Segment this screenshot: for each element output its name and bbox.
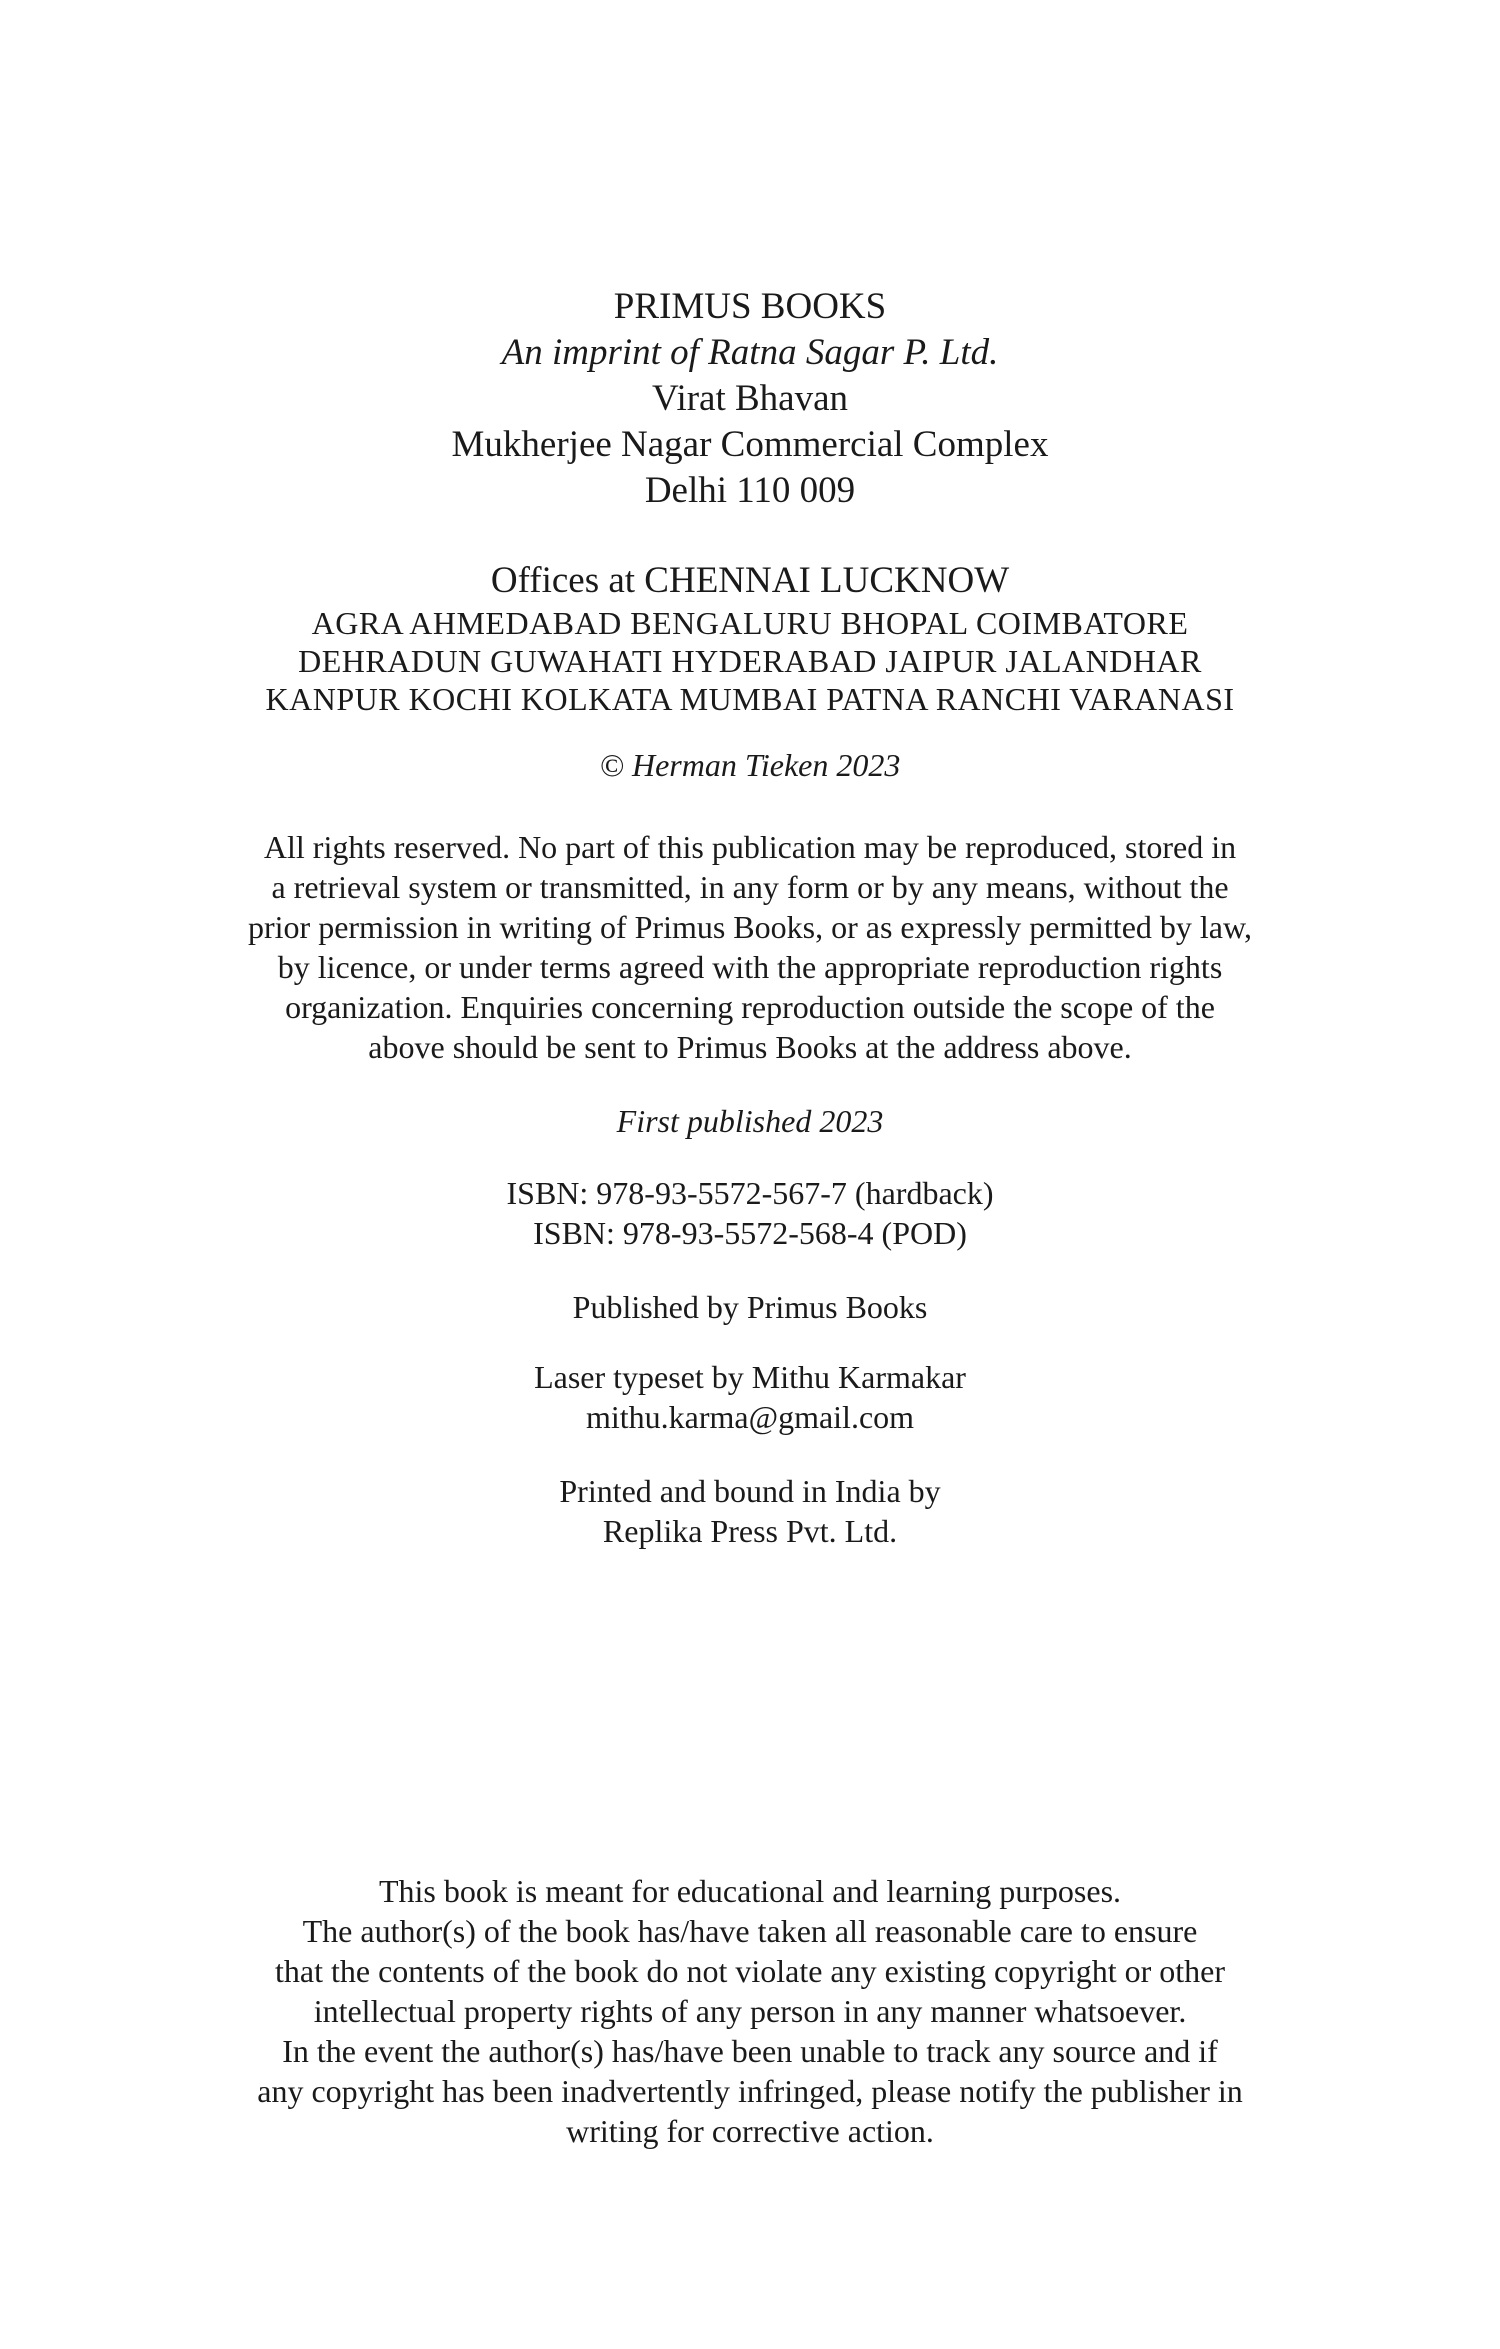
offices-block (0, 558, 1500, 718)
disclaimer-line: any copyright has been inadvertently infringed, please notify the publisher in (257, 2073, 1243, 2109)
isbn-line: ISBN: 978-93-5572-567-7 (hardback) (506, 1175, 994, 1211)
offices-heading: Offices at CHENNAI LUCKNOW (490, 560, 1010, 601)
printer-line: Printed and bound in India by (559, 1473, 941, 1509)
rights-line: by licence, or under terms agreed with the appropriate reproduction rights (277, 949, 1223, 985)
publisher-imprint: An imprint of Ratna Sagar P. Ltd. (501, 332, 999, 373)
isbn-block (0, 1173, 1500, 1253)
printer-line: Replika Press Pvt. Ltd. (602, 1513, 898, 1549)
published-by: Published by Primus Books (572, 1289, 928, 1325)
address-line: Delhi 110 009 (644, 470, 856, 511)
disclaimer-line: that the contents of the book do not violate any existing copyright or other (274, 1953, 1225, 1989)
typeset-email: mithu.karma@gmail.com (585, 1399, 915, 1435)
isbn-line: ISBN: 978-93-5572-568-4 (POD) (533, 1215, 967, 1251)
publisher-block (0, 284, 1500, 514)
disclaimer-block (0, 1871, 1500, 2151)
address-line: Mukherjee Nagar Commercial Complex (451, 424, 1049, 465)
rights-line: above should be sent to Primus Books at the address above. (368, 1029, 1132, 1065)
disclaimer-line: writing for corrective action. (566, 2113, 934, 2149)
publisher-name: PRIMUS BOOKS (613, 286, 887, 327)
offices-line: KANPUR KOCHI KOLKATA MUMBAI PATNA RANCHI VARANASI (265, 681, 1235, 717)
typeset-line: Laser typeset by Mithu Karmakar (534, 1359, 966, 1395)
offices-line: AGRA AHMEDABAD BENGALURU BHOPAL COIMBATORE (311, 605, 1189, 641)
disclaimer-line: In the event the author(s) has/have been unable to track any source and if (282, 2033, 1218, 2069)
disclaimer-line: intellectual property rights of any person in any manner whatsoever. (313, 1993, 1187, 2029)
rights-line: All rights reserved. No part of this publication may be reproduced, stored in (263, 829, 1237, 865)
offices-line: DEHRADUN GUWAHATI HYDERABAD JAIPUR JALANDHAR (298, 643, 1202, 679)
disclaimer-line: The author(s) of the book has/have taken all reasonable care to ensure (302, 1913, 1198, 1949)
disclaimer-line: This book is meant for educational and learning purposes. (378, 1873, 1122, 1909)
rights-paragraph (0, 827, 1500, 1067)
rights-line: organization. Enquiries concerning reproduction outside the scope of the (285, 989, 1215, 1025)
rights-line: prior permission in writing of Primus Books, or as expressly permitted by law, (247, 909, 1253, 945)
typeset-block (0, 1357, 1500, 1437)
copyright-line: © Herman Tieken 2023 (599, 747, 901, 783)
first-published: First published 2023 (616, 1103, 884, 1139)
printer-block (0, 1471, 1500, 1551)
rights-line: a retrieval system or transmitted, in any form or by any means, without the (271, 869, 1229, 905)
address-line: Virat Bhavan (651, 378, 849, 419)
